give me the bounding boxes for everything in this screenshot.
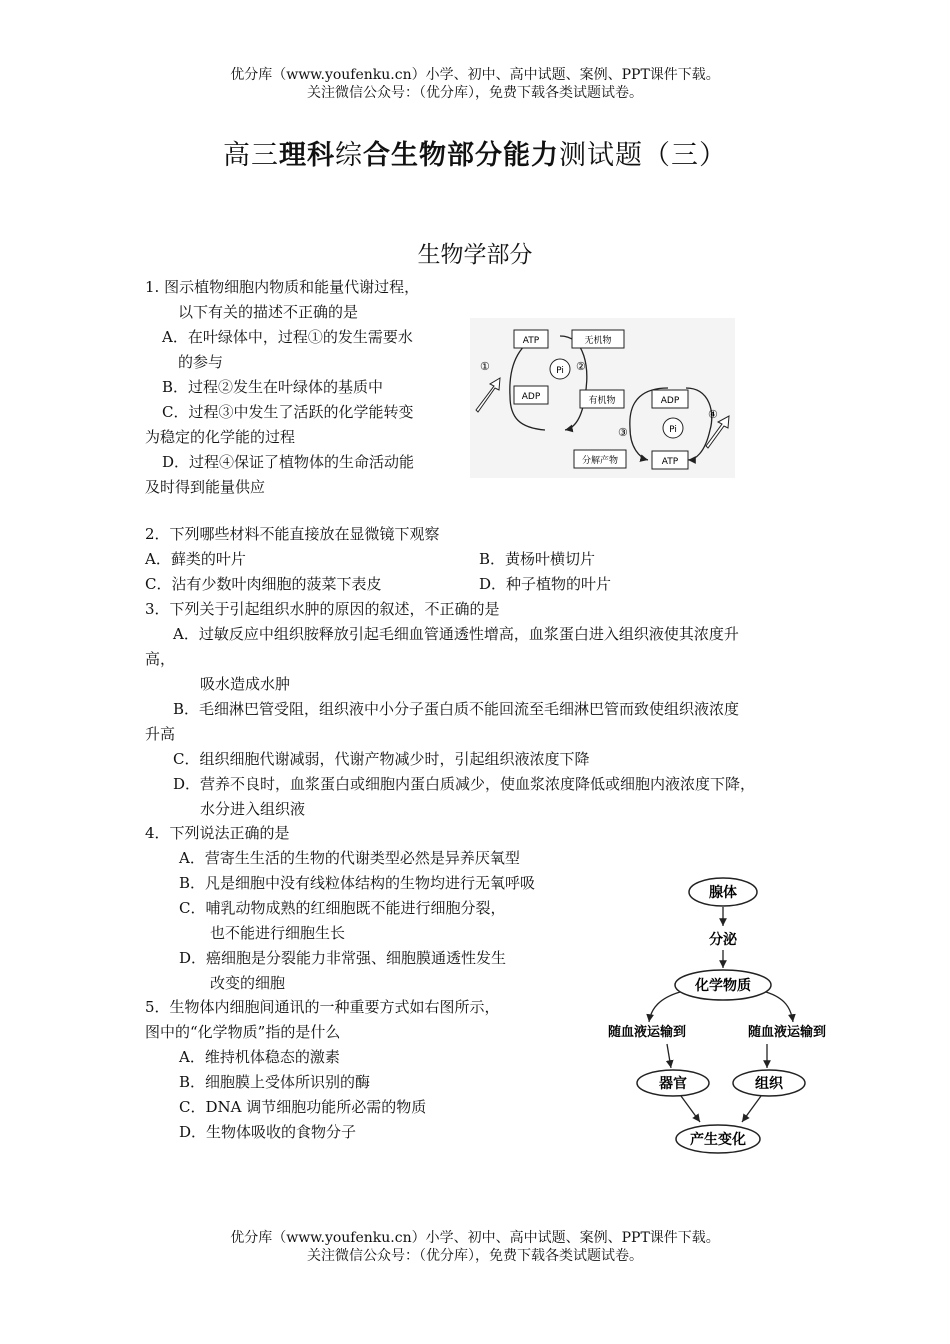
q1-option-c-1: C．过程③中发生了活跃的化学能转变 [162, 403, 414, 421]
title-part-5: 测试题（三） [559, 140, 727, 171]
q5-stem-1: 5．生物体内细胞间通讯的一种重要方式如右图所示， [145, 998, 500, 1016]
change-label: 产生变化 [690, 1132, 746, 1148]
title-part-2: 理科 [279, 140, 335, 171]
tissue-label: 组织 [755, 1076, 783, 1092]
q2-option-a: A．藓类的叶片 [145, 550, 246, 568]
q3-option-a-1: A．过敏反应中组织胺释放引起毛细血管通透性增高，血浆蛋白进入组织液使其浓度升 [173, 625, 739, 643]
q1-option-b: B．过程②发生在叶绿体的基质中 [162, 378, 384, 396]
secrete-label: 分泌 [709, 932, 737, 948]
q1-option-d-2: 及时得到能量供应 [145, 478, 266, 496]
inorganic-label: 无机物 [584, 336, 612, 346]
process-1-label: ① [480, 360, 490, 373]
q3-option-a-2: 高， [145, 650, 176, 668]
q4-option-a: A．营寄生生活的生物的代谢类型必然是异养厌氧型 [179, 849, 520, 867]
organic-label: 有机物 [588, 396, 616, 406]
atp-cycle-diagram [470, 318, 735, 478]
q1-option-a-1: A．在叶绿体中，过程①的发生需要水 [162, 328, 413, 346]
q5-option-a: A．维持机体稳态的激素 [179, 1048, 340, 1066]
adp-top-label: ADP [521, 392, 541, 402]
q5-stem-2: 图中的“化学物质”指的是什么 [145, 1023, 341, 1041]
chemical-label: 化学物质 [695, 978, 751, 994]
q4-stem: 4．下列说法正确的是 [145, 824, 290, 842]
page-title [0, 133, 950, 172]
q3-option-d-1: D．营养不良时，血浆蛋白或细胞内蛋白质减少，使血浆浓度降低或细胞内液浓度下降， [173, 775, 756, 793]
blood-transport-left-label: 随血液运输到 [607, 1025, 687, 1040]
decomp-label: 分解产物 [581, 456, 619, 466]
atp-top-label: ATP [522, 336, 540, 346]
q4-option-c-2: 也不能进行细胞生长 [210, 924, 346, 942]
q4-option-c-1: C．哺乳动物成熟的红细胞既不能进行细胞分裂， [179, 899, 506, 917]
pi-top-label: Pi [556, 366, 564, 376]
q3-option-d-2: 水分进入组织液 [200, 800, 306, 818]
adp-bottom-label: ADP [660, 396, 680, 406]
footer-line-2: 关注微信公众号：（优分库），免费下载各类试题试卷。 [307, 1248, 643, 1264]
q3-option-a-3: 吸水造成水肿 [200, 675, 291, 693]
process-4-label: ④ [708, 408, 718, 421]
cell-signaling-diagram [585, 870, 845, 1160]
blood-transport-right-label: 随血液运输到 [747, 1025, 827, 1040]
process-2-label: ② [576, 360, 586, 373]
q1-option-c-2: 为稳定的化学能的过程 [145, 428, 296, 446]
q5-option-c: C．DNA 调节细胞功能所必需的物质 [179, 1098, 427, 1116]
q3-option-c: C．组织细胞代谢减弱，代谢产物减少时，引起组织液浓度下降 [173, 750, 590, 768]
q3-option-b-1: B．毛细淋巴管受阻，组织液中小分子蛋白质不能回流至毛细淋巴管而致使组织液浓度 [173, 700, 740, 718]
q4-option-b: B．凡是细胞中没有线粒体结构的生物均进行无氧呼吸 [179, 874, 536, 892]
q4-option-d-2: 改变的细胞 [210, 974, 286, 992]
q3-stem: 3．下列关于引起组织水肿的原因的叙述，不正确的是 [145, 600, 500, 618]
organ-label: 器官 [659, 1076, 687, 1092]
atp-bottom-label: ATP [661, 457, 679, 467]
q1-option-d-1: D．过程④保证了植物体的生命活动能 [162, 453, 415, 471]
header-line-2: 关注微信公众号：（优分库），免费下载各类试题试卷。 [307, 85, 643, 101]
title-part-4: 合生物部分能力 [363, 140, 559, 171]
section-title: 生物学部分 [417, 242, 533, 268]
q5-option-b: B．细胞膜上受体所识别的酶 [179, 1073, 371, 1091]
footer-line-1: 优分库（www.youfenku.cn）小学、初中、高中试题、案例、PPT课件下载。 [230, 1230, 720, 1246]
gland-label: 腺体 [709, 885, 737, 901]
q2-option-b: B．黄杨叶横切片 [479, 550, 596, 568]
header-line-1: 优分库（www.youfenku.cn）小学、初中、高中试题、案例、PPT课件下载。 [230, 67, 720, 83]
q2-stem: 2．下列哪些材料不能直接放在显微镜下观察 [145, 525, 440, 543]
pi-bottom-label: Pi [669, 425, 677, 435]
q4-option-d-1: D．癌细胞是分裂能力非常强、细胞膜通透性发生 [179, 949, 507, 967]
q1-stem-1: 1. 图示植物细胞内物质和能量代谢过程， [145, 278, 420, 296]
process-3-label: ③ [618, 426, 628, 439]
title-part-3: 综 [335, 140, 363, 171]
q3-option-b-2: 升高 [145, 725, 176, 743]
q2-option-c: C．沾有少数叶肉细胞的菠菜下表皮 [145, 575, 382, 593]
q2-option-d: D．种子植物的叶片 [479, 575, 612, 593]
q1-option-a-2: 的参与 [178, 353, 224, 371]
q1-stem-2: 以下有关的描述不正确的是 [178, 303, 359, 321]
title-part-1: 高三 [223, 140, 279, 171]
q5-option-d: D．生物体吸收的食物分子 [179, 1123, 357, 1141]
